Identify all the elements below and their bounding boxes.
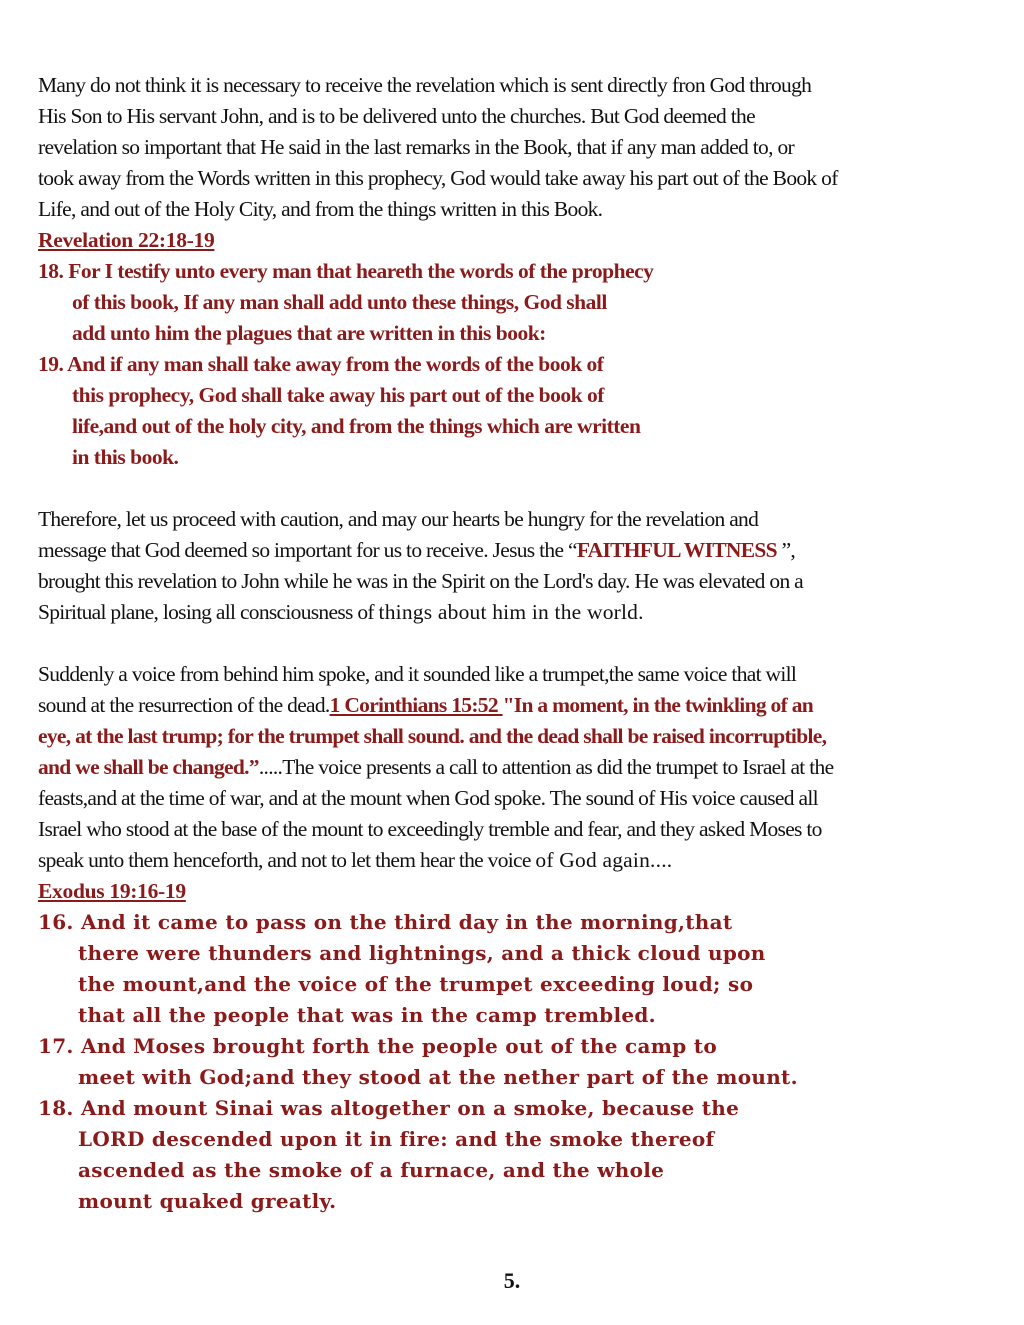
verse-line: LORD descended upon it in fire: and the smoke thereof [78,1127,715,1151]
faithful-witness-emphasis: FAITHFUL WITNESS [576,538,777,562]
page-number: 5. [503,1268,521,1293]
text-line: Suddenly a voice from behind him spoke, and it sounded like a trumpet,the same voice that will [38,662,797,686]
paragraph-gap [38,628,998,659]
verse-line: 18. For I testify unto every man that heareth the words of the prophecy [38,259,654,283]
text-segment: speak unto them henceforth, and not to let them hear the voice [38,848,536,872]
verse-line: 19. And if any man shall take away from the words of the book of [38,352,604,376]
paragraph-gap [38,473,998,504]
text-line [38,690,998,721]
text-line: took away from the Words written in this prophecy, God would take away his part out of the Book of [38,166,838,190]
text-segment: of God again.... [535,848,673,872]
text-line: His Son to His servant John, and is to be delivered unto the churches. But God deemed the [38,104,755,128]
verse-line: life,and out of the holy city, and from the things which are written [72,414,641,438]
scripture-quote-line: eye, at the last trump; for the trumpet shall sound. and the dead shall be raised incorruptible, [38,724,827,748]
voice-paragraph [38,659,998,876]
text-line: Israel who stood at the base of the mount to exceedingly tremble and fear, and they asked Moses to [38,817,822,841]
verse-line: ascended as the smoke of a furnace, and the whole [78,1158,665,1182]
revelation-verses [38,256,998,473]
caution-paragraph [38,504,998,628]
text-line [38,752,998,783]
intro-paragraph [38,70,998,225]
text-line: brought this revelation to John while he was in the Spirit on the Lord's day. He was elevated on a [38,569,804,593]
scripture-quote: "In a moment, in the twinkling of an [502,693,814,717]
text-line: revelation so important that He said in the last remarks in the Book, that if any man added to, or [38,135,794,159]
verse-line: add unto him the plagues that are written in this book: [72,321,546,345]
verse-line: meet with God;and they stood at the nether part of the mount. [78,1065,798,1089]
text-line: Therefore, let us proceed with caution, and may our hearts be hungry for the revelation and [38,507,759,531]
verse-line: 18. And mount Sinai was altogether on a smoke, because the [38,1096,740,1120]
corinthians-reference: 1 Corinthians 15:52 [329,693,503,717]
text-line [38,845,998,876]
verse-line: this prophecy, God shall take away his part out of the book of [72,383,604,407]
text-line: feasts,and at the time of war, and at the mount when God spoke. The sound of His voice caused all [38,786,818,810]
text-line [38,535,998,566]
text-segment: Spiritual plane, losing all consciousness of [38,600,379,624]
scripture-quote: and we shall be changed.” [38,755,259,779]
scripture-reference-exodus: Exodus 19:16-19 [38,879,186,903]
text-segment: ”, [776,538,796,562]
verse-line: mount quaked greatly. [78,1189,337,1213]
exodus-verses [38,907,998,1217]
verse-line: 17. And Moses brought forth the people out of the camp to [38,1034,717,1058]
text-segment: things about him in the world. [378,600,644,624]
verse-line: in this book. [72,445,179,469]
verse-line: of this book, If any man shall add unto these things, God shall [72,290,607,314]
verse-line: 16. And it came to pass on the third day in the morning,that [38,910,733,934]
text-line: Many do not think it is necessary to receive the revelation which is sent directly fron God through [38,73,812,97]
text-segment: .....The voice presents a call to attention as did the trumpet to Israel at the [258,755,834,779]
verse-line: that all the people that was in the camp trembled. [78,1003,656,1027]
verse-line: there were thunders and lightnings, and a thick cloud upon [78,941,766,965]
scripture-reference-revelation: Revelation 22:18-19 [38,228,215,252]
document-page [38,70,998,1217]
text-line [38,597,998,628]
text-segment: sound at the resurrection of the dead. [38,693,330,717]
verse-line: the mount,and the voice of the trumpet exceeding loud; so [78,972,754,996]
text-line: Life, and out of the Holy City, and from the things written in this Book. [38,197,603,221]
text-segment: message that God deemed so important for us to receive. Jesus the “ [38,538,577,562]
